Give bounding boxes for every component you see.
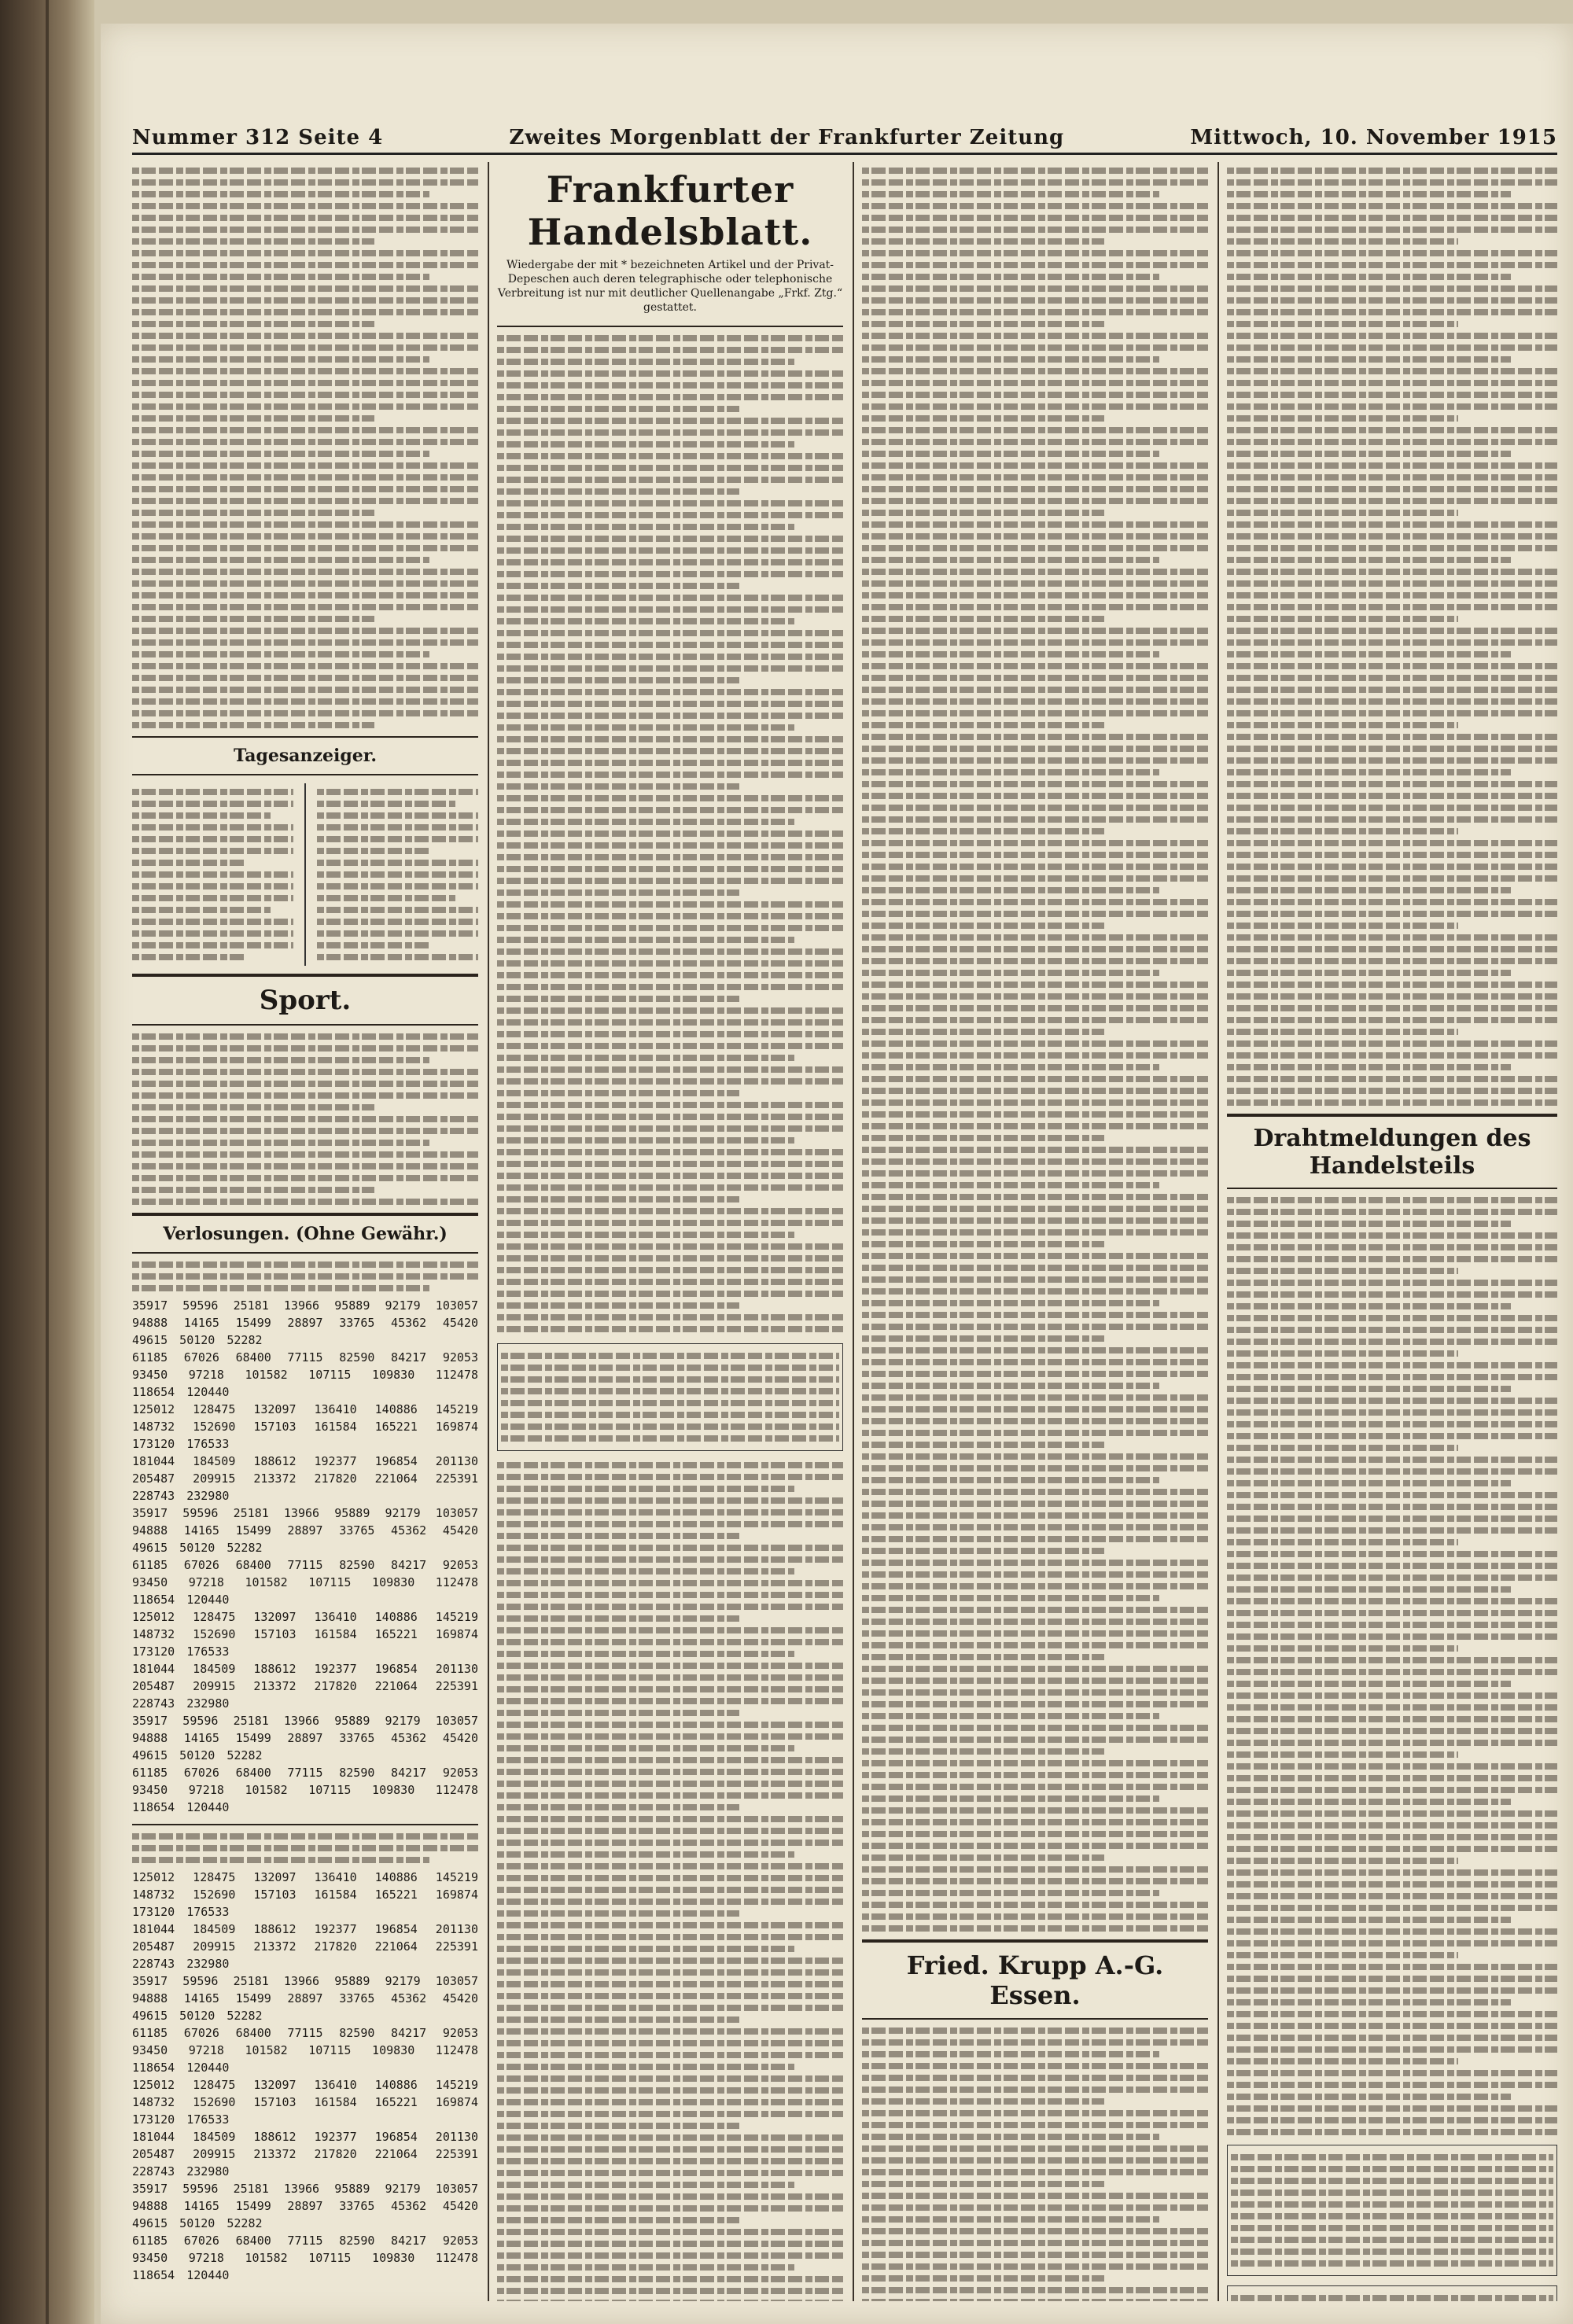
running-header xyxy=(132,110,1557,155)
numbers-row: 35917 59596 25181 13966 95889 92179 103057 94888 14165 15499 28897 33765 45362 45420 49615 50120 52282 xyxy=(132,1714,478,1762)
numbers-row: 61185 67026 68400 77115 82590 84217 92053 93450 97218 101582 107115 109830 112478 118654 120440 xyxy=(132,1350,478,1399)
numbers-row: 35917 59596 25181 13966 95889 92179 103057 94888 14165 15499 28897 33765 45362 45420 49615 50120 52282 xyxy=(132,1974,478,2023)
column-2 xyxy=(497,162,843,2301)
numbers-row: 61185 67026 68400 77115 82590 84217 92053 93450 97218 101582 107115 109830 112478 118654 120440 xyxy=(132,1558,478,1607)
numbers-row: 61185 67026 68400 77115 82590 84217 92053 93450 97218 101582 107115 109830 112478 118654 120440 xyxy=(132,2234,478,2282)
sport-title: Sport. xyxy=(259,985,352,1016)
column-3 xyxy=(862,162,1208,2301)
numbers-row: 125012 128475 132097 136410 140886 145219 148732 152690 157103 161584 165221 169874 173120 176533 xyxy=(132,1402,478,1451)
lottery-numbers xyxy=(132,1297,478,1816)
numbers-row: 61185 67026 68400 77115 82590 84217 92053 93450 97218 101582 107115 109830 112478 118654 120440 xyxy=(132,1766,478,1814)
numbers-row: 35917 59596 25181 13966 95889 92179 103057 94888 14165 15499 28897 33765 45362 45420 49615 50120 52282 xyxy=(132,2182,478,2230)
numbers-row: 181044 184509 188612 192377 196854 201130 205487 209915 213372 217820 221064 225391 228743 232980 xyxy=(132,2130,478,2179)
newspaper-page xyxy=(101,24,1573,2324)
verlosungen-title: Verlosungen. (Ohne Gewähr.) xyxy=(163,1224,448,1244)
numbers-row: 181044 184509 188612 192377 196854 201130 205487 209915 213372 217820 221064 225391 228743 232980 xyxy=(132,1454,478,1503)
numbers-row: 125012 128475 132097 136410 140886 145219 148732 152690 157103 161584 165221 169874 173120 176533 xyxy=(132,1610,478,1659)
book-spine xyxy=(0,0,94,2324)
tagesanzeiger-title: Tagesanzeiger. xyxy=(234,746,377,766)
numbers-row: 125012 128475 132097 136410 140886 145219 148732 152690 157103 161584 165221 169874 173120 176533 xyxy=(132,1870,478,1919)
handelsblatt-subtitle: Wiedergabe der mit * bezeichneten Artikel und der Privat-Depeschen auch deren telegraphische oder telephonische Verbreitung ist nur mit deutlicher Quellenangabe „Frkf. Ztg.“ gestattet. xyxy=(497,259,843,314)
issue-date: Mittwoch, 10. November 1915 xyxy=(1190,126,1557,149)
numbers-row: 35917 59596 25181 13966 95889 92179 103057 94888 14165 15499 28897 33765 45362 45420 49615 50120 52282 xyxy=(132,1506,478,1555)
numbers-row: 181044 184509 188612 192377 196854 201130 205487 209915 213372 217820 221064 225391 228743 232980 xyxy=(132,1922,478,1971)
numbers-row: 35917 59596 25181 13966 95889 92179 103057 94888 14165 15499 28897 33765 45362 45420 49615 50120 52282 xyxy=(132,1298,478,1347)
page-number: Nummer 312 Seite 4 xyxy=(132,126,384,149)
numbers-row: 125012 128475 132097 136410 140886 145219 148732 152690 157103 161584 165221 169874 173120 176533 xyxy=(132,2078,478,2127)
numbers-row: 181044 184509 188612 192377 196854 201130 205487 209915 213372 217820 221064 225391 228743 232980 xyxy=(132,1662,478,1711)
exchange-rates-table xyxy=(1227,2145,1557,2276)
column-1 xyxy=(132,162,478,2301)
drahtmeldungen-title: Drahtmeldungen des Handelsteils xyxy=(1253,1125,1531,1180)
paris-quotations-table xyxy=(1227,2285,1557,2301)
column-4 xyxy=(1227,162,1557,2301)
masthead: Zweites Morgenblatt der Frankfurter Zeitung xyxy=(509,126,1065,149)
data-table xyxy=(497,1343,843,1451)
numbers-row: 61185 67026 68400 77115 82590 84217 92053 93450 97218 101582 107115 109830 112478 118654 120440 xyxy=(132,2026,478,2075)
krupp-title: Fried. Krupp A.-G. Essen. xyxy=(906,1950,1164,2010)
handelsblatt-title: Frankfurter Handelsblatt. xyxy=(527,168,813,253)
